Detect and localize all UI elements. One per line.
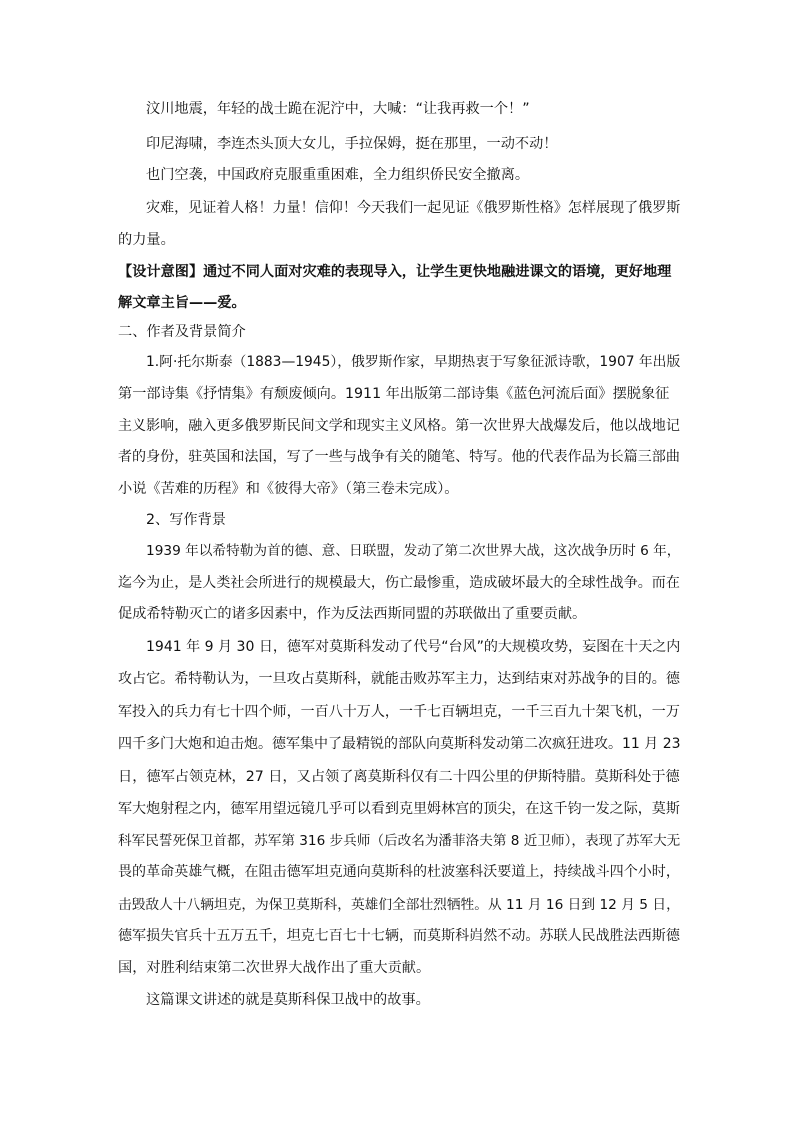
- intro-summary-line: 灾难，见证着人格！力量！信仰！今天我们一起见证《俄罗斯性格》怎样展现了俄罗斯: [146, 200, 681, 216]
- subheading-writing-background: 2、写作背景: [146, 512, 226, 528]
- battle-paragraph-line: 军大炮射程之内，德军用望远镜几乎可以看到克里姆林宫的顶尖，在这千钧一发之际，莫斯: [118, 801, 680, 817]
- battle-paragraph-line: 日，德军占领克林，27 日，又占领了离莫斯科仅有二十四公里的伊斯特腊。莫斯科处于德: [118, 769, 680, 785]
- battle-paragraph-line: 军投入的兵力有七十四个师，一百八十万人，一千七百辆坦克，一千三百九十架飞机，一万: [118, 704, 680, 720]
- closing-line: 这篇课文讲述的就是莫斯科保卫战中的故事。: [146, 992, 430, 1008]
- intro-line-wenchuan: 汶川地震，年轻的战士跪在泥泞中，大喊：“让我再救一个！”: [146, 101, 530, 117]
- battle-paragraph-line: 国，对胜利结束第二次世界大战作出了重大贡献。: [118, 960, 431, 976]
- author-paragraph-line: 主义影响，融入更多俄罗斯民间文学和现实主义风格。第一次世界大战爆发后，他以战地记: [118, 418, 680, 434]
- author-paragraph-line: 小说《苦难的历程》和《彼得大帝》（第三卷未完成）。: [118, 481, 459, 497]
- design-intent-line: 【设计意图】通过不同人面对灾难的表现导入，让学生更快地融进课文的语境，更好地理: [118, 264, 672, 280]
- author-paragraph-line: 1.阿·托尔斯泰（1883—1945），俄罗斯作家，早期热衷于写象征派诗歌，1907 年出版: [146, 354, 681, 370]
- battle-paragraph-line: 德军损失官兵十五万五千，坦克七百七十七辆，而莫斯科岿然不动。苏联人民战胜法西斯德: [118, 928, 680, 944]
- battle-paragraph-line: 畏的革命英雄气概，在阻击德军坦克通向莫斯科的杜波塞科沃要道上，持续战斗四个小时，: [118, 864, 680, 880]
- background-paragraph-line: 促成希特勒灭亡的诸多因素中，作为反法西斯同盟的苏联做出了重要贡献。: [118, 606, 587, 622]
- intro-summary-line: 的力量。: [118, 232, 175, 248]
- section-heading-author-background: 二、作者及背景简介: [118, 324, 246, 340]
- background-paragraph-line: 迄今为止，是人类社会所进行的规模最大，伤亡最惨重，造成破坏最大的全球性战争。而在: [118, 575, 680, 591]
- battle-paragraph-line: 四千多门大炮和迫击炮。德军集中了最精锐的部队向莫斯科发动第二次疯狂进攻。11 月 23: [118, 736, 681, 752]
- author-paragraph-line: 者的身份，驻英国和法国，写了一些与战争有关的随笔、特写。他的代表作品为长篇三部曲: [118, 449, 680, 465]
- intro-line-yemen: 也门空袭，中国政府克服重重困难，全力组织侨民安全撤离。: [146, 167, 530, 183]
- battle-paragraph-line: 击毁敌人十八辆坦克，为保卫莫斯科，英雄们全部壮烈牺牲。从 11 月 16 日到 12 月 5 日，: [118, 897, 680, 913]
- battle-paragraph-line: 科军民誓死保卫首都，苏军第 316 步兵师（后改名为潘菲洛夫第 8 近卫师），表现了苏军大无: [118, 833, 681, 849]
- intro-line-indonesia: 印尼海啸，李连杰头顶大女儿，手拉保姆，挺在那里，一动不动！: [146, 136, 558, 152]
- background-paragraph-line: 1939 年以希特勒为首的德、意、日联盟，发动了第二次世界大战，这次战争历时 6 年，: [146, 543, 681, 559]
- battle-paragraph-line: 1941 年 9 月 30 日，德军对莫斯科发动了代号“台风”的大规模攻势，妄图在十天之内: [146, 639, 681, 655]
- battle-paragraph-line: 攻占它。希特勒认为，一旦攻占莫斯科，就能击败苏军主力，达到结束对苏战争的目的。德: [118, 671, 680, 687]
- design-intent-line: 解文章主旨——爱。: [118, 295, 246, 311]
- author-paragraph-line: 第一部诗集《抒情集》有颓废倾向。1911 年出版第二部诗集《蓝色河流后面》摆脱象征: [118, 386, 670, 402]
